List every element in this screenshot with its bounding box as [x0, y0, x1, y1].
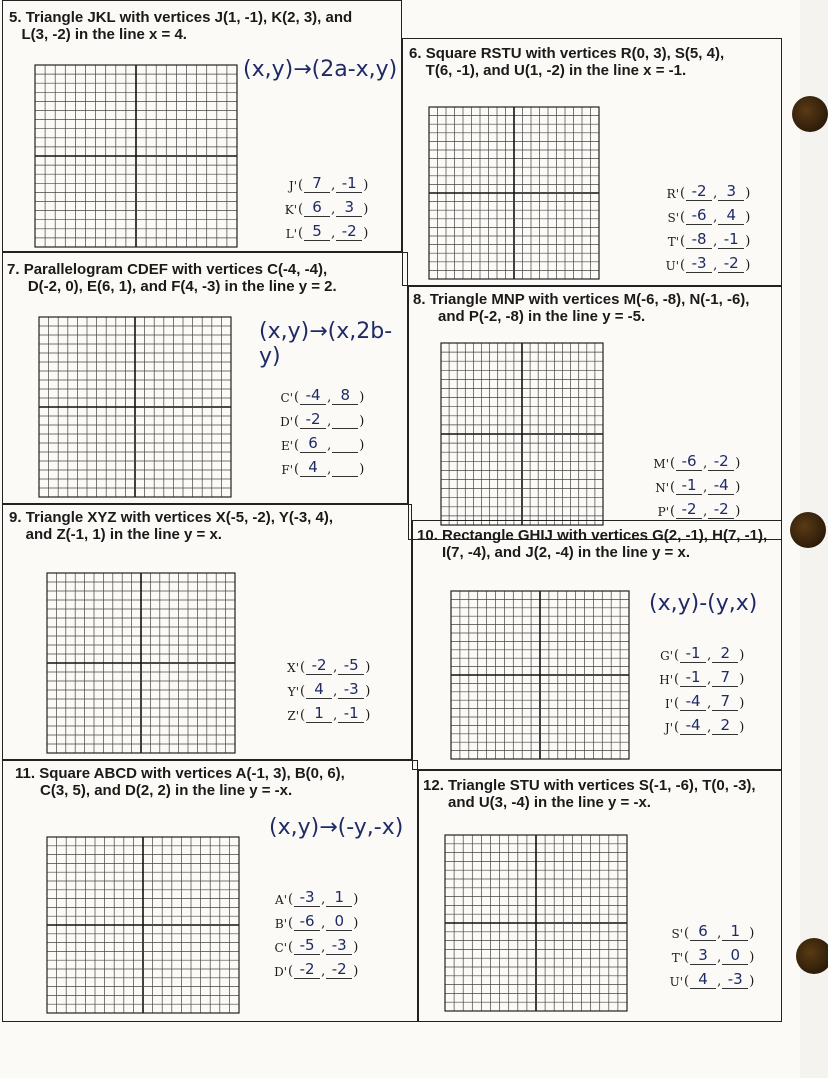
answer-x-blank[interactable]: -2: [306, 656, 332, 675]
vertex-label: P': [657, 505, 669, 519]
answer-x-blank[interactable]: 5: [304, 222, 330, 241]
answer-x-blank[interactable]: -6: [294, 912, 320, 931]
vertex-label: H': [659, 673, 673, 687]
answer-y-blank[interactable]: -1: [338, 704, 364, 723]
vertex-label: X': [287, 661, 299, 675]
answer-x-blank[interactable]: 1: [306, 704, 332, 723]
problem-9-cell: [2, 504, 412, 760]
problem-11-grid: [43, 833, 243, 1017]
answer-row: E' ( 6 , ): [265, 429, 365, 453]
answer-y-blank[interactable]: -2: [718, 254, 744, 273]
vertex-label: M': [653, 457, 669, 471]
answer-x-blank[interactable]: -4: [680, 716, 706, 735]
problem-5-text: 5. Triangle JKL with vertices J(1, -1), K(2, 3), and L(3, -2) in the line x = 4.: [9, 9, 353, 43]
vertex-label: C': [280, 391, 293, 405]
problem-6-grid: [425, 103, 603, 283]
answer-y-blank[interactable]: [332, 476, 358, 477]
vertex-label: U': [665, 259, 679, 273]
problem-number: 8: [413, 291, 422, 308]
answer-y-blank[interactable]: 4: [718, 206, 744, 225]
problem-number: 10: [417, 527, 434, 544]
problem-5-grid: [31, 61, 241, 251]
problem-12-text: 12. Triangle STU with vertices S(-1, -6), T(0, -3), and U(3, -4) in the line y = -x.: [423, 777, 756, 811]
answer-y-blank[interactable]: 7: [712, 668, 738, 687]
answer-y-blank[interactable]: 7: [712, 692, 738, 711]
problem-10-cell: [412, 520, 782, 770]
problem-10-grid: [447, 587, 633, 763]
answer-row: S' ( -6 , 4 ): [651, 201, 751, 225]
problem-11-text: 11. Square ABCD with vertices A(-1, 3), B(0, 6), C(3, 5), and D(2, 2) in the line y = -x.: [15, 765, 345, 799]
answer-x-blank[interactable]: 6: [300, 434, 326, 453]
answer-row: J' ( 7 , -1 ): [269, 169, 369, 193]
binder-hole-middle: [790, 512, 826, 548]
vertex-label: F': [281, 463, 293, 477]
answer-row: R' ( -2 , 3 ): [651, 177, 751, 201]
problem-7-rule: (x,y)→(x,2b-y): [259, 319, 393, 369]
problem-7-grid: [35, 313, 235, 501]
answer-y-blank[interactable]: 2: [712, 644, 738, 663]
answer-row: Y' ( 4 , -3 ): [271, 675, 371, 699]
vertex-label: D': [280, 415, 293, 429]
answer-x-blank[interactable]: 6: [690, 922, 716, 941]
problem-5-rule: (x,y)→(2a-x,y): [243, 57, 398, 82]
answer-y-blank[interactable]: 3: [336, 198, 362, 217]
answer-y-blank[interactable]: [332, 428, 358, 429]
problem-11-answers: [259, 883, 359, 979]
answer-row: K' ( 6 , 3 ): [269, 193, 369, 217]
answer-x-blank[interactable]: 4: [306, 680, 332, 699]
problem-number: 12: [423, 777, 440, 794]
answer-row: T' ( -8 , -1 ): [651, 225, 751, 249]
answer-x-blank[interactable]: -8: [686, 230, 712, 249]
answer-x-blank[interactable]: -4: [680, 692, 706, 711]
problem-6-text: 6. Square RSTU with vertices R(0, 3), S(5, 4), T(6, -1), and U(1, -2) in the line x = -1.: [409, 45, 725, 79]
vertex-label: C': [274, 941, 287, 955]
answer-row: C' ( -4 , 8 ): [265, 381, 365, 405]
answer-row: A' ( -3 , 1 ): [259, 883, 359, 907]
vertex-label: G': [660, 649, 673, 663]
answer-y-blank[interactable]: -2: [326, 960, 352, 979]
answer-row: U' ( 4 , -3 ): [655, 965, 755, 989]
vertex-label: S': [667, 211, 679, 225]
answer-x-blank[interactable]: -3: [294, 888, 320, 907]
problem-12-grid: [441, 831, 631, 1015]
answer-x-blank[interactable]: 7: [304, 174, 330, 193]
answer-row: U' ( -3 , -2 ): [651, 249, 751, 273]
vertex-label: B': [274, 917, 287, 931]
vertex-label: I': [664, 697, 673, 711]
vertex-label: J': [664, 721, 673, 735]
answer-x-blank[interactable]: -6: [686, 206, 712, 225]
problem-8-grid: [437, 339, 607, 529]
answer-x-blank[interactable]: 6: [304, 198, 330, 217]
answer-row: Z' ( 1 , -1 ): [271, 699, 371, 723]
answer-x-blank[interactable]: -2: [294, 960, 320, 979]
binder-hole-top: [792, 96, 828, 132]
problem-number: 7: [7, 261, 16, 278]
answer-x-blank[interactable]: -1: [680, 644, 706, 663]
problem-8-answers: [641, 447, 741, 519]
vertex-label: L': [285, 227, 297, 241]
answer-y-blank[interactable]: 1: [326, 888, 352, 907]
answer-row: D' ( -2 , ): [265, 405, 365, 429]
answer-row: M' ( -6 , -2 ): [641, 447, 741, 471]
vertex-label: T': [671, 951, 683, 965]
answer-x-blank[interactable]: 3: [690, 946, 716, 965]
vertex-label: U': [669, 975, 683, 989]
vertex-label: T': [667, 235, 679, 249]
problem-11-cell: [2, 760, 418, 1022]
problem-8-cell: [408, 286, 782, 540]
problem-10-text: 10. Rectangle GHIJ with vertices G(2, -1), H(7, -1), I(7, -4), and J(2, -4) in the line y = x.: [417, 527, 768, 561]
answer-row: L' ( 5 , -2 ): [269, 217, 369, 241]
answer-y-blank[interactable]: 0: [722, 946, 748, 965]
problem-number: 11: [15, 765, 31, 782]
answer-y-blank[interactable]: -2: [708, 500, 734, 519]
answer-y-blank[interactable]: -1: [336, 174, 362, 193]
answer-row: C' ( -5 , -3 ): [259, 931, 359, 955]
answer-y-blank[interactable]: 3: [718, 182, 744, 201]
vertex-label: K': [284, 203, 297, 217]
problem-10-answers: [645, 639, 745, 735]
problem-number: 9: [9, 509, 18, 526]
problem-9-grid: [43, 569, 239, 757]
vertex-label: E': [280, 439, 293, 453]
answer-x-blank[interactable]: 4: [690, 970, 716, 989]
answer-y-blank[interactable]: 2: [712, 716, 738, 735]
answer-x-blank[interactable]: -6: [676, 452, 702, 471]
answer-row: X' ( -2 , -5 ): [271, 651, 371, 675]
problem-9-text: 9. Triangle XYZ with vertices X(-5, -2), Y(-3, 4), and Z(-1, 1) in the line y = x.: [9, 509, 333, 543]
vertex-label: J': [288, 179, 297, 193]
problem-8-text: 8. Triangle MNP with vertices M(-6, -8), N(-1, -6), and P(-2, -8) in the line y = -5.: [413, 291, 750, 325]
answer-y-blank[interactable]: -5: [338, 656, 364, 675]
answer-x-blank[interactable]: -5: [294, 936, 320, 955]
answer-y-blank[interactable]: -3: [338, 680, 364, 699]
answer-y-blank[interactable]: -2: [708, 452, 734, 471]
answer-row: G' ( -1 , 2 ): [645, 639, 745, 663]
answer-x-blank[interactable]: -3: [686, 254, 712, 273]
problem-10-rule: (x,y)-(y,x): [649, 591, 758, 616]
vertex-label: S': [671, 927, 683, 941]
answer-y-blank[interactable]: -3: [722, 970, 748, 989]
answer-y-blank[interactable]: 8: [332, 386, 358, 405]
problem-6-answers: [651, 177, 751, 273]
problem-9-answers: [271, 651, 371, 723]
vertex-label: Y': [287, 685, 299, 699]
answer-y-blank[interactable]: -3: [326, 936, 352, 955]
answer-row: S' ( 6 , 1 ): [655, 917, 755, 941]
problem-7-text: 7. Parallelogram CDEF with vertices C(-4, -4), D(-2, 0), E(6, 1), and F(4, -3) in the line y = 2.: [7, 261, 337, 295]
answer-y-blank[interactable]: -1: [718, 230, 744, 249]
answer-row: J' ( -4 , 2 ): [645, 711, 745, 735]
answer-y-blank[interactable]: 0: [326, 912, 352, 931]
answer-row: D' ( -2 , -2 ): [259, 955, 359, 979]
problem-number: 5: [9, 9, 18, 26]
answer-y-blank[interactable]: -4: [708, 476, 734, 495]
problem-5-cell: [2, 0, 402, 252]
answer-row: F' ( 4 , ): [265, 453, 365, 477]
answer-row: B' ( -6 , 0 ): [259, 907, 359, 931]
problem-5-answers: [269, 169, 369, 241]
problem-12-answers: [655, 917, 755, 989]
binder-hole-bottom: [796, 938, 828, 974]
problem-7-answers: [265, 381, 365, 477]
problem-12-cell: [418, 770, 782, 1022]
answer-y-blank[interactable]: [332, 452, 358, 453]
answer-y-blank[interactable]: -2: [336, 222, 362, 241]
answer-row: N' ( -1 , -4 ): [641, 471, 741, 495]
answer-row: H' ( -1 , 7 ): [645, 663, 745, 687]
answer-x-blank[interactable]: 4: [300, 458, 326, 477]
problem-6-cell: [402, 38, 782, 286]
vertex-label: R': [666, 187, 679, 201]
vertex-label: Z': [287, 709, 299, 723]
answer-x-blank[interactable]: -2: [300, 410, 326, 429]
answer-x-blank[interactable]: -1: [680, 668, 706, 687]
vertex-label: N': [655, 481, 669, 495]
problem-11-rule: (x,y)→(-y,-x): [269, 815, 404, 840]
answer-row: P' ( -2 , -2 ): [641, 495, 741, 519]
vertex-label: A': [275, 893, 287, 907]
answer-x-blank[interactable]: -2: [686, 182, 712, 201]
answer-row: T' ( 3 , 0 ): [655, 941, 755, 965]
answer-x-blank[interactable]: -2: [676, 500, 702, 519]
answer-x-blank[interactable]: -4: [300, 386, 326, 405]
problem-number: 6: [409, 45, 418, 62]
vertex-label: D': [274, 965, 287, 979]
answer-x-blank[interactable]: -1: [676, 476, 702, 495]
answer-y-blank[interactable]: 1: [722, 922, 748, 941]
answer-row: I' ( -4 , 7 ): [645, 687, 745, 711]
problem-7-cell: [2, 252, 408, 504]
